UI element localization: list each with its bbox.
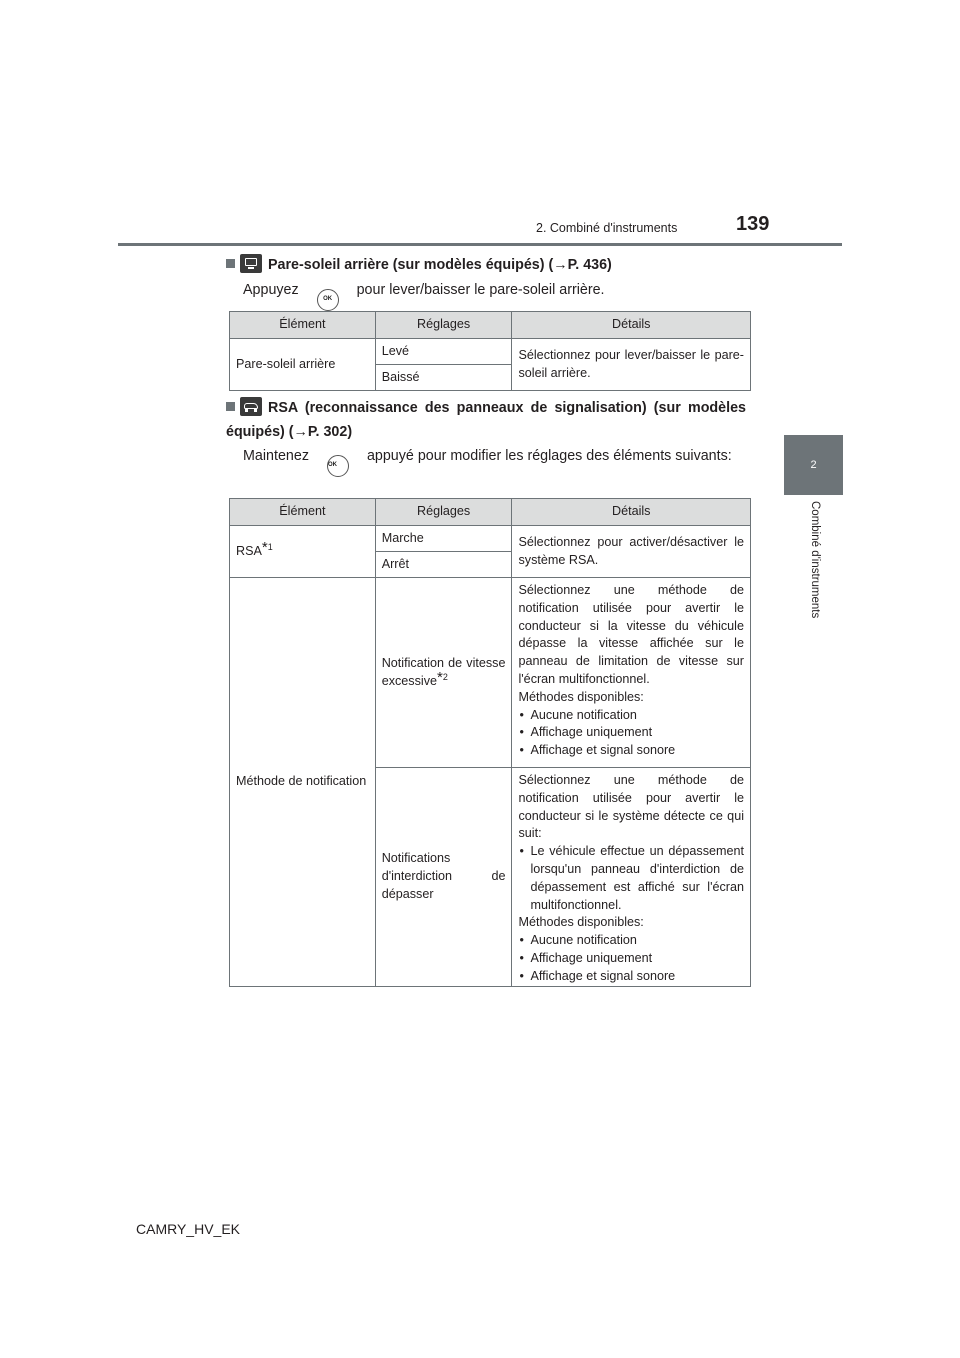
column-header-settings: Réglages [375,499,512,526]
section-heading-rsa: RSA (reconnaissance des panneaux de signalisation) (sur modèles équipés) (→P. 302) [226,396,746,444]
rear-sunshade-table [229,311,751,391]
setting-cell: Marche [375,526,512,552]
header-divider [118,243,842,246]
setting-cell: Notifications d'interdiction de dépasser [375,768,512,987]
list-item: • Affichage uniquement [518,950,744,968]
details-cell: Sélectionnez pour lever/baisser le pare-soleil arrière. [512,339,751,391]
element-cell: Méthode de notification [230,578,376,987]
instruction-text: Appuyez OK pour lever/baisser le pare-soleil arrière. [243,278,753,311]
instruction-text: Maintenez OK appuyé pour modifier les réglages des éléments suivants: [243,444,746,477]
road-sign-assist-icon [240,397,262,416]
column-header-settings: Réglages [375,312,512,339]
chapter-label-text: Combiné d'instruments [809,501,821,619]
ok-button-icon: OK [317,289,339,311]
column-header-details: Détails [512,312,751,339]
chapter-number: 2 [810,459,817,471]
list-item: • Affichage et signal sonore [518,742,744,760]
methods-list [518,932,744,985]
element-cell: Pare-soleil arrière [230,339,376,391]
list-item: • Aucune notification [518,932,744,950]
ok-button-icon: OK [327,455,349,477]
setting-cell: Arrêt [375,552,512,578]
square-bullet-icon [226,259,235,268]
details-cell: Sélectionnez pour activer/désactiver le système RSA. [512,526,751,578]
model-code: CAMRY_HV_EK [136,1221,241,1237]
page-reference[interactable]: →P. 302) [293,424,353,440]
methods-list [518,707,744,760]
setting-cell: Notification de vitesse excessive*$^2$ [375,578,512,768]
chapter-tab-label [803,501,823,641]
list-item: • Affichage uniquement [518,724,744,742]
page-reference[interactable]: →P. 436) [553,257,612,273]
page-number: 139 [736,213,770,235]
section-heading-rear-sunshade: Pare-soleil arrière (sur modèles équipés) (→P. 436) [226,253,746,277]
element-cell: RSA*$^1$ [230,526,376,578]
conditions-list [518,843,744,914]
setting-cell: Levé [375,339,512,365]
chapter-tab [784,435,843,495]
rsa-table [229,498,751,987]
setting-cell: Baissé [375,365,512,391]
column-header-element: Élément [230,312,376,339]
list-item: • Aucune notification [518,707,744,725]
column-header-details: Détails [512,499,751,526]
section-title: 2. Combiné d'instruments [536,221,678,235]
rear-sunshade-icon [240,254,262,273]
column-header-element: Élément [230,499,376,526]
list-item: • Le véhicule effectue un dépassement lorsqu'un panneau d'interdiction de dépassement est affiché sur l'écran multifonctionnel. [518,843,744,914]
list-item: • Affichage et signal sonore [518,968,744,986]
details-cell: Sélectionnez une méthode de notification utilisée pour avertir le conducteur si la vitesse du véhicule dépasse la vitesse affichée sur le panneau de limitation de vitesse sur l'écran multifonctionnel. Méthodes disponibles: • Aucune notification • Affichage uniquement • Affichage et signal sonore [512,578,751,768]
details-cell: Sélectionnez une méthode de notification utilisée pour avertir le conducteur si le système détecte ce qui suit: • Le véhicule effectue un dépassement lorsqu'un panneau d'interdiction de dépassement est affiché sur l'écran multifonctionnel. Méthodes disponibles: • Aucune notification • Affichage uniquement • Affichage et signal sonore [512,768,751,987]
square-bullet-icon [226,402,235,411]
